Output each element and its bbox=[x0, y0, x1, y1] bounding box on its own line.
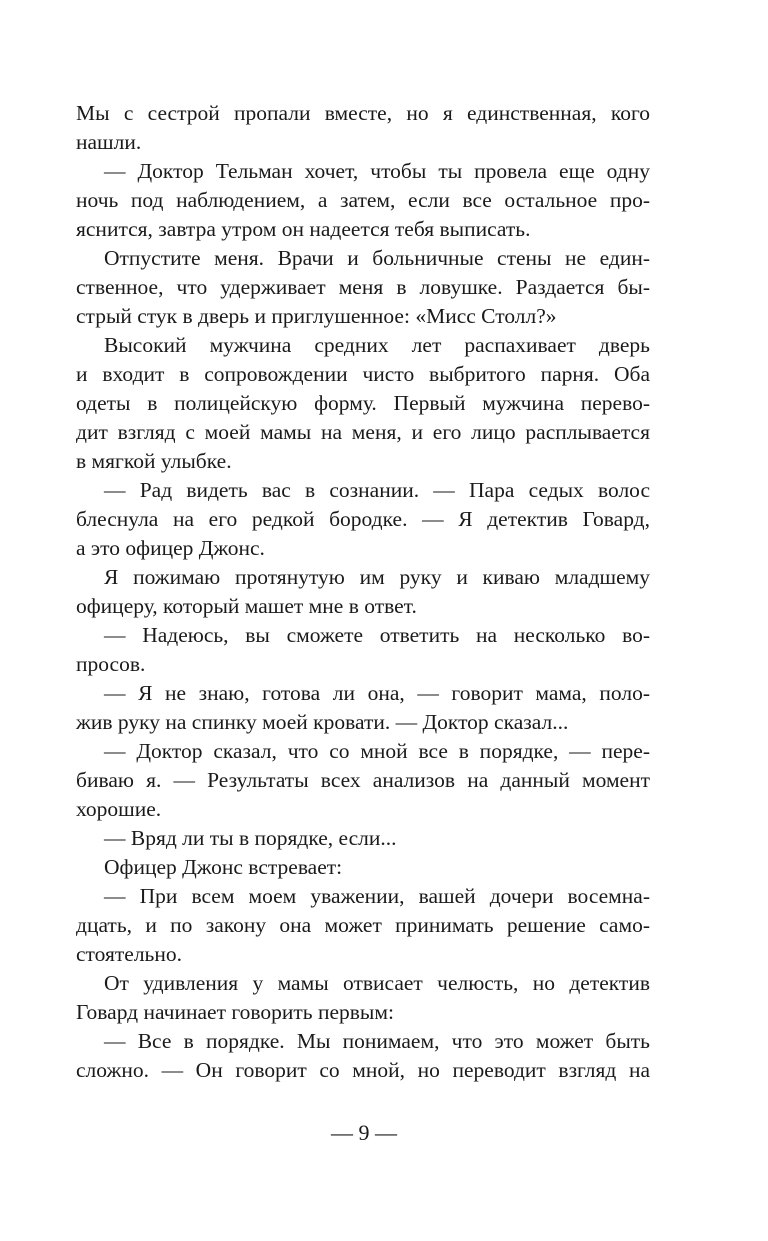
text-line: — Я не знаю, готова ли она, — говорит мама, поло- bbox=[104, 681, 650, 705]
text-line: — Надеюсь, вы сможете ответить на несколько во- bbox=[104, 623, 650, 647]
text-line: дцать, и по закону она может принимать решение само- bbox=[76, 913, 650, 937]
text-line: — Доктор Тельман хочет, чтобы ты провела еще одну bbox=[104, 159, 650, 183]
text-line: офицеру, который машет мне в ответ. bbox=[76, 594, 417, 618]
text-line: одеты в полицейскую форму. Первый мужчина перево- bbox=[76, 391, 650, 415]
text-line: Я пожимаю протянутую им руку и киваю младшему bbox=[104, 565, 650, 589]
text-line: Высокий мужчина средних лет распахивает дверь bbox=[104, 333, 650, 357]
text-line: дит взгляд с моей мамы на меня, и его лицо расплывается bbox=[76, 420, 650, 444]
text-line: стоятельно. bbox=[76, 942, 182, 966]
text-line: жив руку на спинку моей кровати. — Доктор сказал... bbox=[76, 710, 569, 734]
text-line: Говард начинает говорить первым: bbox=[76, 1000, 394, 1024]
text-line: яснится, завтра утром он надеется тебя выписать. bbox=[76, 217, 531, 241]
text-line: — Рад видеть вас в сознании. — Пара седых волос bbox=[104, 478, 650, 502]
page-number: — 9 — bbox=[331, 1120, 397, 1145]
text-line: — Вряд ли ты в порядке, если... bbox=[104, 826, 397, 850]
text-line: Мы с сестрой пропали вместе, но я единственная, кого bbox=[76, 101, 650, 125]
text-line: — Доктор сказал, что со мной все в порядке, — пере- bbox=[104, 739, 650, 763]
text-line: От удивления у мамы отвисает челюсть, но детектив bbox=[104, 971, 650, 995]
text-line: ственное, что удерживает меня в ловушке. Раздается бы- bbox=[76, 275, 650, 299]
text-line: биваю я. — Результаты всех анализов на данный момент bbox=[76, 768, 650, 792]
text-line: Офицер Джонс встревает: bbox=[104, 855, 343, 879]
text-line: нашли. bbox=[76, 130, 142, 154]
text-line: а это офицер Джонс. bbox=[76, 536, 265, 560]
text-line: стрый стук в дверь и приглушенное: «Мисс Столл?» bbox=[76, 304, 557, 328]
text-line: просов. bbox=[76, 652, 146, 676]
text-line: в мягкой улыбке. bbox=[76, 449, 232, 473]
text-line: сложно. — Он говорит со мной, но переводит взгляд на bbox=[76, 1058, 650, 1082]
text-line: ночь под наблюдением, а затем, если все остальное про- bbox=[76, 188, 650, 212]
text-line: хорошие. bbox=[76, 797, 162, 821]
page-text bbox=[76, 99, 650, 1085]
text-line: — Все в порядке. Мы понимаем, что это может быть bbox=[104, 1029, 650, 1053]
text-line: блеснула на его редкой бородке. — Я детектив Говард, bbox=[76, 507, 650, 531]
text-line: Отпустите меня. Врачи и больничные стены не един- bbox=[104, 246, 650, 270]
text-line: и входит в сопровождении чисто выбритого парня. Оба bbox=[76, 362, 650, 386]
text-line: — При всем моем уважении, вашей дочери восемна- bbox=[104, 884, 650, 908]
